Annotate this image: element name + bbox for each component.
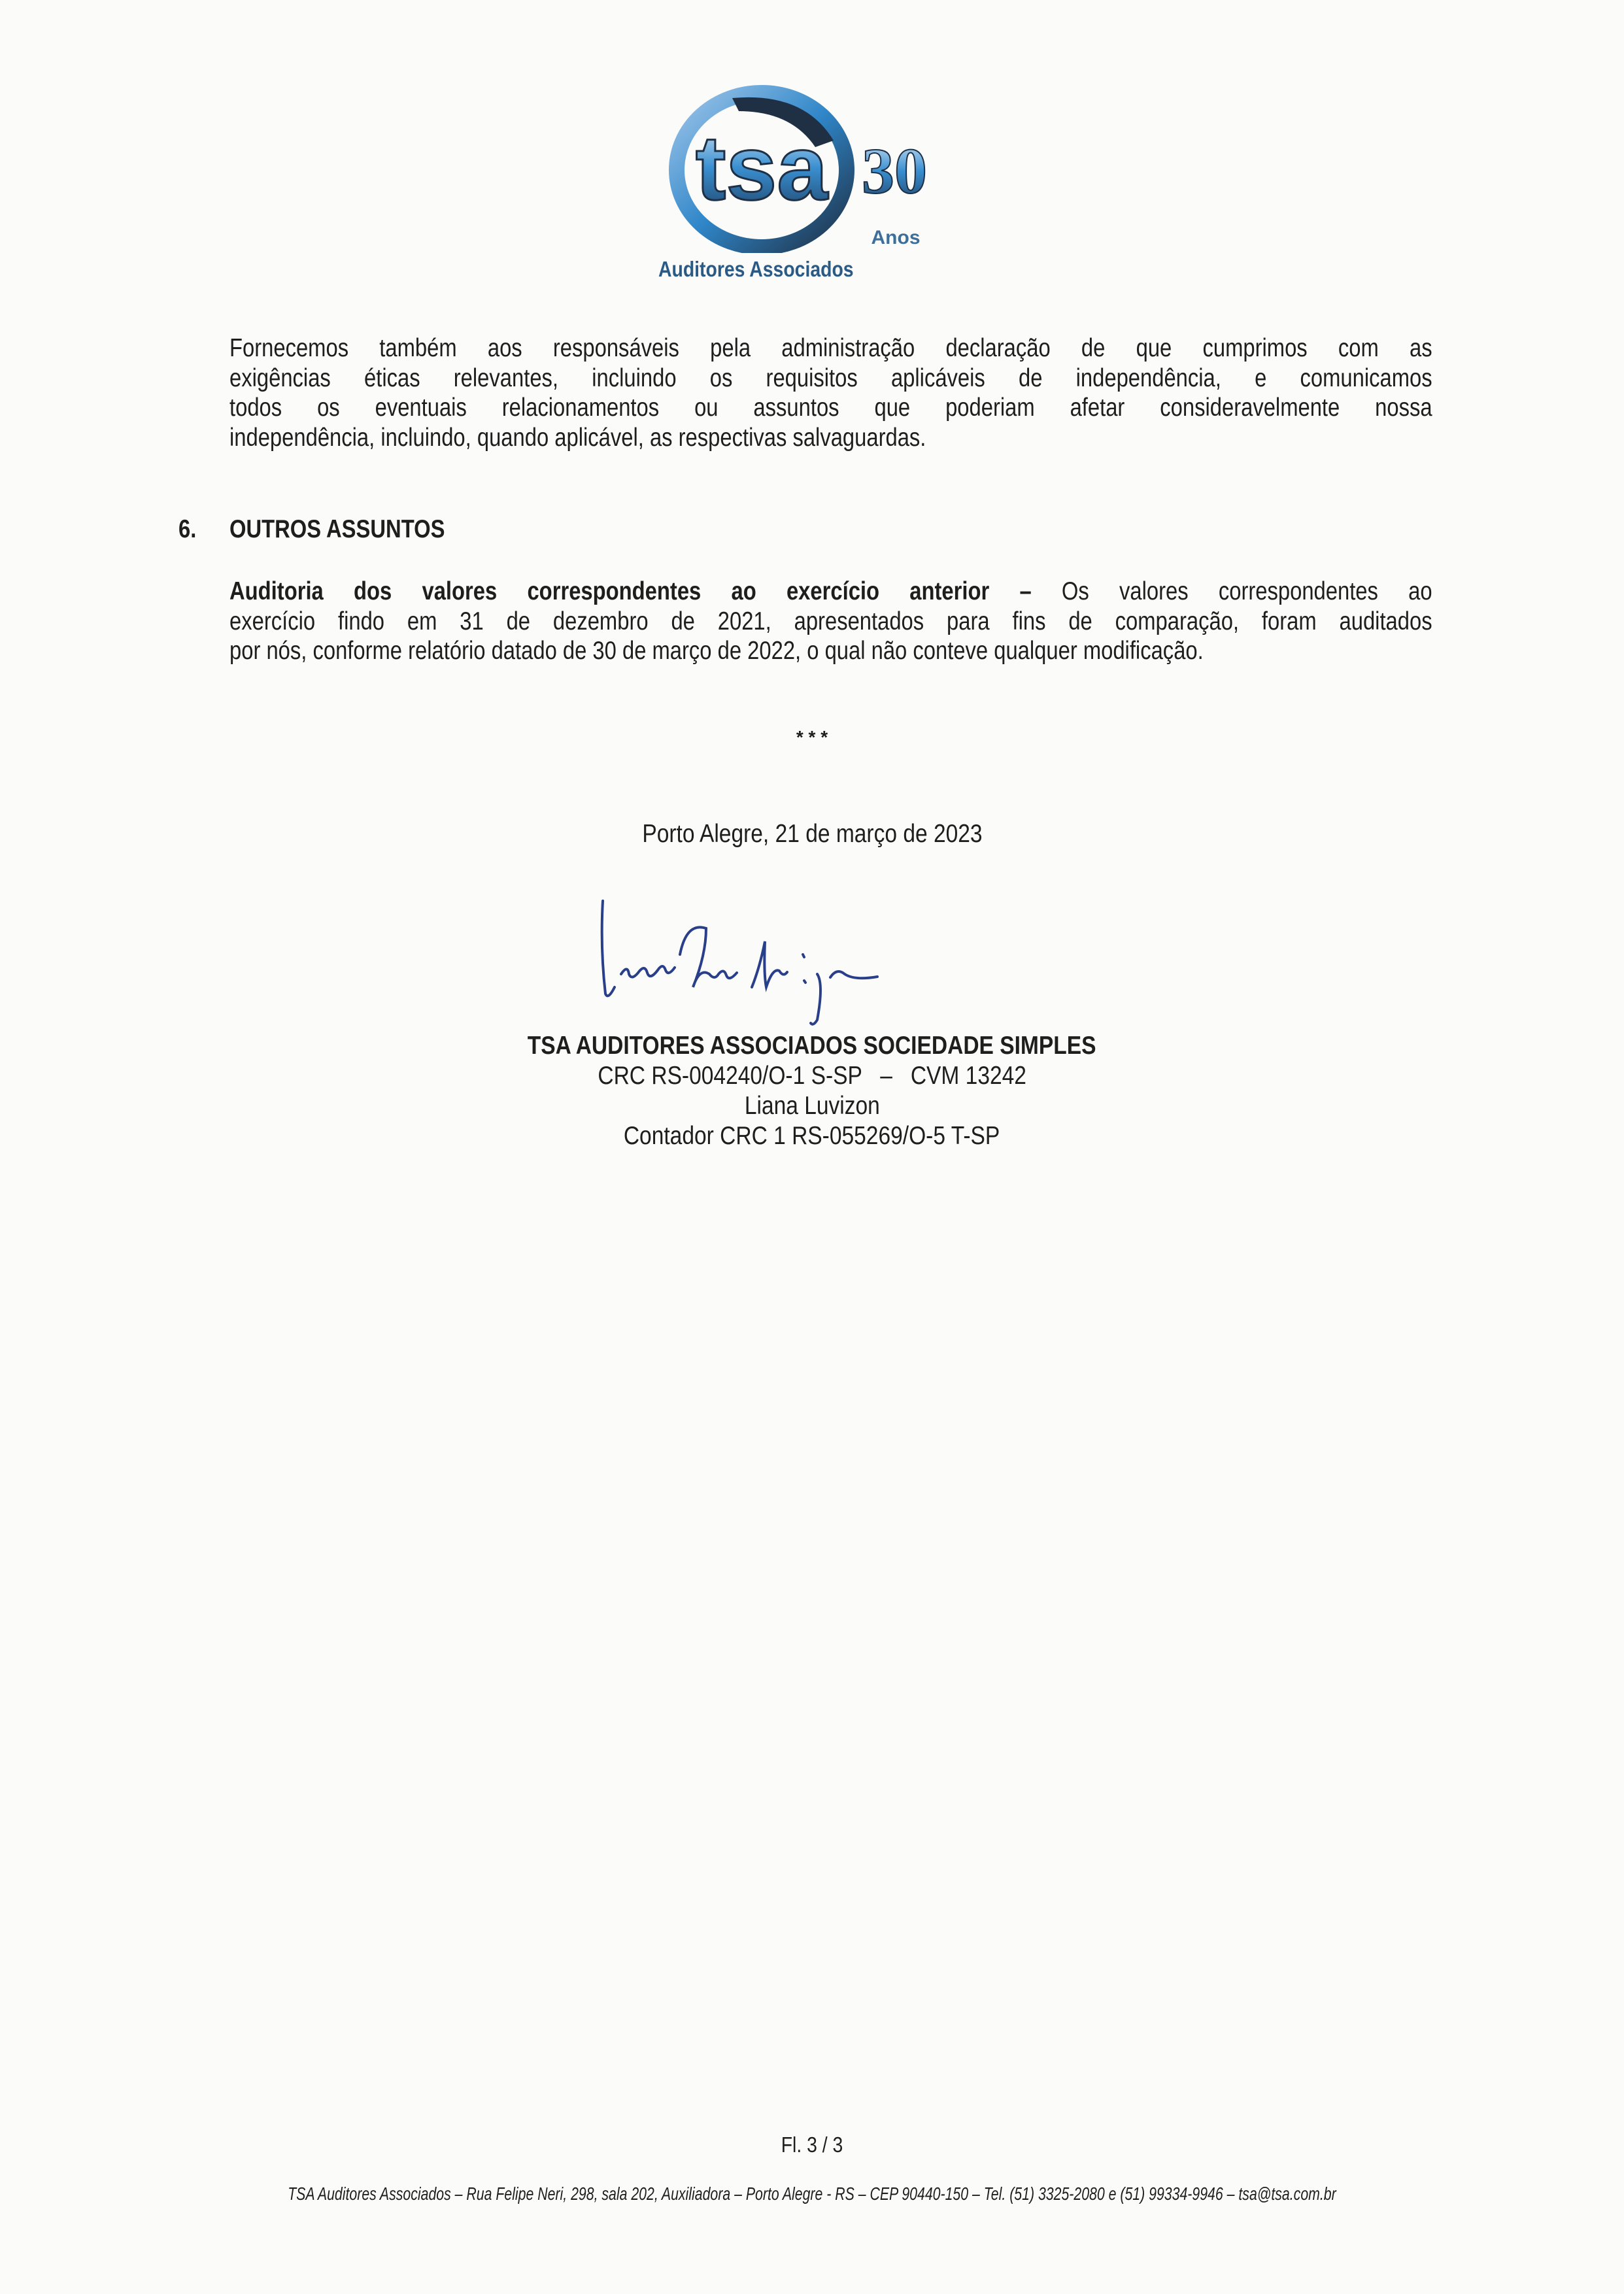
signer-name: Liana Luvizon bbox=[744, 1092, 880, 1120]
logo-anniversary-label: Anos bbox=[871, 227, 921, 248]
paragraph-line: Fornecemos também aos responsáveis pela administração declaração de que cumprimos com as bbox=[229, 334, 1432, 362]
firm-name: TSA AUDITORES ASSOCIADOS SOCIEDADE SIMPLES bbox=[528, 1032, 1096, 1060]
logo-tagline: Auditores Associados bbox=[658, 257, 854, 281]
section-paragraph bbox=[229, 577, 1432, 666]
handwritten-signature bbox=[588, 896, 1007, 1030]
separator: * * * bbox=[796, 727, 828, 747]
paragraph-line: por nós, conforme relatório datado de 30 de março de 2022, o qual não conteve qualquer modificação. bbox=[229, 637, 1204, 665]
paragraph-line: exercício findo em 31 de dezembro de 2021, apresentados para fins de comparação, foram auditados bbox=[229, 607, 1432, 635]
page-number: Fl. 3 / 3 bbox=[781, 2133, 843, 2157]
section-number: 6. bbox=[178, 515, 197, 543]
paragraph-line: independência, incluindo, quando aplicável, as respectivas salvaguardas. bbox=[229, 423, 926, 452]
footer-address: TSA Auditores Associados – Rua Felipe Neri, 298, sala 202, Auxiliadora – Porto Alegre - RS – CEP 90440-150 – Tel. (51) 3325-2080 e (51) 99334-9946 – tsa@tsa.com.br bbox=[288, 2184, 1336, 2204]
paragraph-bold-lead: Auditoria dos valores correspondentes ao exercício anterior – bbox=[229, 577, 1032, 605]
logo-anniversary: 30 bbox=[862, 135, 927, 207]
signer-title: Contador CRC 1 RS-055269/O-5 T-SP bbox=[624, 1122, 1000, 1150]
paragraph-line: todos os eventuais relacionamentos ou assuntos que poderiam afetar consideravelmente nossa bbox=[229, 394, 1432, 422]
place-date: Porto Alegre, 21 de março de 2023 bbox=[641, 820, 983, 848]
intro-paragraph bbox=[229, 333, 1432, 452]
paragraph-line: exigências éticas relevantes, incluindo os requisitos aplicáveis de independência, e comunicamos bbox=[229, 363, 1432, 392]
logo-text: tsa bbox=[695, 116, 828, 219]
paragraph-text: Os valores correspondentes ao bbox=[1061, 577, 1432, 605]
firm-registration: CRC RS-004240/O-1 S-SP – CVM 13242 bbox=[598, 1062, 1026, 1090]
company-logo bbox=[654, 82, 968, 253]
paragraph-line bbox=[229, 577, 1432, 607]
tsa-logo-graphic bbox=[654, 82, 968, 253]
section-title: OUTROS ASSUNTOS bbox=[229, 515, 445, 543]
